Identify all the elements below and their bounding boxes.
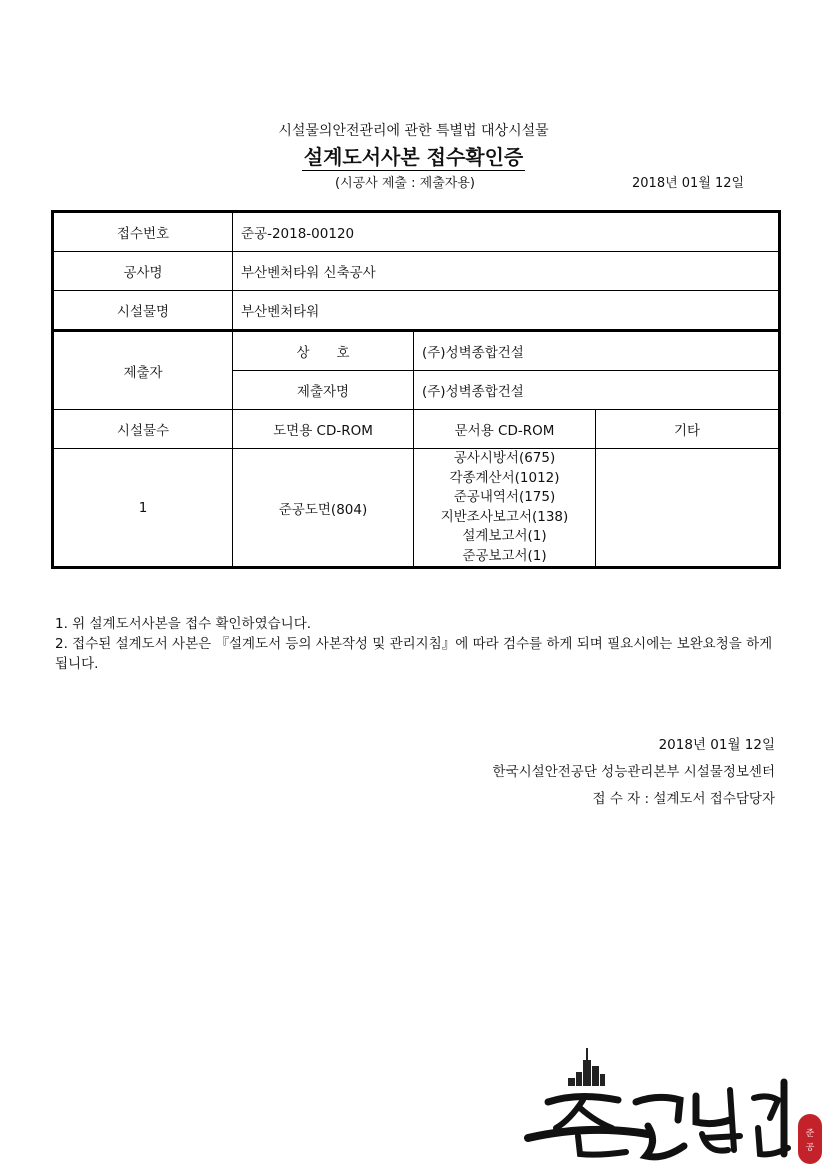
document-item: 준공내역서(175) <box>453 489 556 505</box>
document-item: 설계보고서(1) <box>462 528 547 544</box>
facility-value: 부산벤처타워 <box>233 291 780 331</box>
other-value <box>596 449 780 568</box>
other-header: 기타 <box>596 410 780 449</box>
skyline-icon <box>568 1048 605 1086</box>
document-cd-list <box>414 449 596 568</box>
document-title <box>0 141 827 170</box>
company-row <box>53 331 780 371</box>
document-item: 공사시방서(675) <box>453 450 556 466</box>
drawing-cd-value: 준공도면(804) <box>233 449 414 568</box>
issue-date: 2018년 01월 12일 <box>632 176 745 191</box>
company-value: (주)성벽종합건설 <box>414 331 780 371</box>
document-title-text: 설계도서사본 접수확인증 <box>303 145 524 169</box>
facility-row <box>53 291 780 331</box>
count-value: 1 <box>53 449 233 568</box>
document-cd-header: 문서용 CD-ROM <box>414 410 596 449</box>
document-item: 준공보고서(1) <box>462 547 547 564</box>
calligraphy-text <box>528 1082 788 1157</box>
signature-receiver: 접 수 자 : 설계도서 접수담당자 <box>592 791 775 807</box>
submitter-label: 제출자 <box>53 331 233 410</box>
pre-title: 시설물의안전관리에 관한 특별법 대상시설물 <box>278 123 549 139</box>
receipt-no-row <box>53 212 780 252</box>
submitter-name-value: (주)성벽종합건설 <box>414 371 780 410</box>
cd-value-row <box>53 449 780 568</box>
seal-stamp <box>798 1114 822 1164</box>
document-item: 각종계산서(1012) <box>449 469 560 486</box>
company-label: 상 호 <box>233 331 414 371</box>
document-subtitle: (시공사 제출 : 제출자용) <box>335 176 475 191</box>
project-row <box>53 252 780 291</box>
notes <box>55 614 785 674</box>
note-line-1: 1. 위 설계도서사본을 접수 확인하였습니다. <box>55 616 312 632</box>
signature-organization: 한국시설안전공단 성능관리본부 시설물정보센터 <box>492 764 775 780</box>
drawing-cd-header: 도면용 CD-ROM <box>233 410 414 449</box>
receipt-no-value: 준공-2018-00120 <box>233 212 780 252</box>
receipt-table <box>51 210 781 569</box>
project-value: 부산벤처타워 신축공사 <box>233 252 780 291</box>
signature-date: 2018년 01월 12일 <box>658 737 775 753</box>
svg-text:공: 공 <box>805 1143 815 1153</box>
note-line-2: 2. 접수된 설계도서 사본은 『설계도서 등의 사본작성 및 관리지침』에 따라 검수를 하게 되며 필요시에는 보완요청을 하게 됩니다. <box>55 636 773 672</box>
facility-label: 시설물명 <box>53 291 233 331</box>
submitter-name-label: 제출자명 <box>233 371 414 410</box>
document-item: 지반조사보고서(138) <box>440 508 569 525</box>
count-header: 시설물수 <box>53 410 233 449</box>
svg-text:준: 준 <box>805 1129 815 1139</box>
cd-header-row <box>53 410 780 449</box>
brand-logo <box>508 1042 827 1169</box>
receipt-no-label: 접수번호 <box>53 212 233 252</box>
project-label: 공사명 <box>53 252 233 291</box>
